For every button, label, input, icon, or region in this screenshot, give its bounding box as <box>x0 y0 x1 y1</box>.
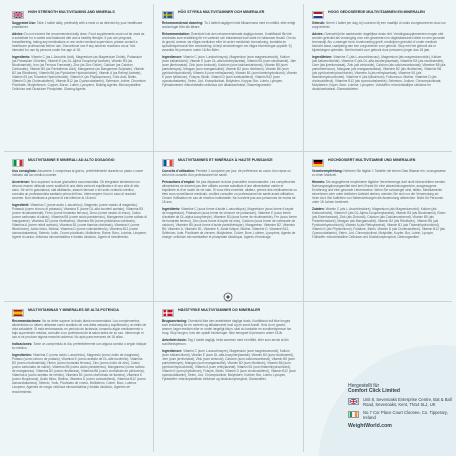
section-german <box>304 152 452 302</box>
section-header <box>312 10 446 19</box>
section-header <box>162 10 297 19</box>
section-dutch <box>304 4 452 152</box>
usage-paragraph: Rekommenderad dosering: Ta 1 tablett dagligen helst tillsammans med en måltid, eller enligt anvisningar från din läkare. <box>162 21 296 30</box>
address-uk: Unit 8, Sevenoaks Enterprise Centre, Bat & Ball Road, Sevenoaks, Kent, TN14 5LJ, UK <box>348 397 453 408</box>
section-title: HOOG GEDOSEERDE MULTIVITAMINEN EN MINERALEN <box>328 10 425 14</box>
ingredients-paragraph: Zutaten: Vitamin C (als L-Ascorbinsäure), Magnesium (als Magnesiumoxid), Kalium (als Kaliumchlorid), Vitamin E (als DL-Alpha-Tocopherylacetat), Vitamin B3 (als Nicotinamid), Eisen (als Eisenfumarat), Zink (als Zinkoxid), Calcium (als Calciumcarbonat), Vitamin B5 (als Pantothensäure), Mangan (als Mangansulfat), Vitamin B2 (als Riboflavin), Vitamin B6 (als Pyridoxinhydrochlorid), Vitamin A (als Retinylacetat), Vitamin B1 (als Thiaminhydrochlorid), Vitamin K (als Phyllochinon), Folsäure, Biotin, Vitamin D (als Cholecalciferol), Vitamin B12 (als Cyanocobalamin), Selen, Jod, Chrompicolinat, Molybdän, Kupfer, Bor, Lutein, Lycopin, Füllstoffe: mikrokristalline Cellulose und Dicalciumphosphat, Überzugsmittel. <box>312 206 446 240</box>
recycle-emblem-icon <box>222 291 234 303</box>
ingredients-paragraph: Ingrédients: Vitamine C (sous forme d'acide L-ascorbique), Magnésium (sous forme d'oxyde de magnésium), Potassium (sous forme de chlorure de potassium), Vitamine E (sous forme d'acétate de DL-alpha-tocophéryle), Vitamine B3 (sous forme de nicotinamide), Fer (sous forme de fumarate ferreux), Zinc (sous forme d'oxyde de zinc), Calcium (sous forme de carbonate de calcium), Vitamine B5 (sous forme d'acide pantothénique), Manganèse, Vitamine B2, Vitamine B6, Vitamine A, Vitamine B1, Vitamine K, Acide folique, Biotine, Vitamine D, Vitamine B12, Sélénium, Iode, Picolinate de chrome, Molybdène, Cuivre, Bore, Lutéine, Lycopène, Agents de charge: cellulose microcristalline et phosphate dicalcique, Agents d'enrobage. <box>162 206 297 240</box>
italy-flag-icon <box>12 159 24 167</box>
section-swedish <box>154 4 304 152</box>
section-header <box>312 158 446 167</box>
section-title: HIGH STRENGTH MULTIVITAMINS AND MINERALS <box>28 10 115 14</box>
address-ie: No.7 Cor Place Court Cloonee, Co. Tipperary, Ireland <box>348 410 453 421</box>
section-english <box>4 4 154 152</box>
spain-flag-icon <box>12 309 24 317</box>
ingredients-paragraph: Ingrediënten: Vitamine C (als L-ascorbinezuur), Magnesium (als magnesiumoxide), Kalium (als kaliumchloride), Vitamine E (als DL-alfa-tocoferylacetaat), Vitamine B3 (als nicotinamide), IJzer (als ijzerfumaraat), Zink (als zinkoxide), Calcium (als calciumcarbonaat), Vitamine B5 (als pantotheenzuur), Mangaan (als mangaansulfaat), Vitamine B2 (als riboflavine), Vitamine B6 (als pyridoxinehydrochloride), Vitamine A (als retinylacetaat), Vitamine B1 (als thiaminehydrochloride), Vitamine K (als fyllochinon), Foliumzuur, Biotine, Vitamine D (als cholecalciferol), Vitamine B12 (als cyanocobalamine), Selenium, Jodium, Chroompicolinaat, Molybdeen, Koper, Boor, Luteïne, Lycopeen, Vulstoffen: microkristallijne cellulose en dicalciumfosfaat, Glansmiddelen. <box>312 54 446 92</box>
ingredients-paragraph: Ingredienser: Vitamin C (som L-askorbinsyra), Magnesium (som magnesiumoxid), Kalium (som kaliumklorid), Vitamin E (som DL-alfa-tokoferylacetat), Vitamin B3 (som nikotinamid), Järn (som järnfumarat), Zink (som zinkoxid), Kalcium (som kalciumkarbonat), Vitamin B5 (som pantotensyra), Mangan (som mangansulfat), Vitamin B2 (som riboflavin), Vitamin B6 (som pyridoxinhydroklorid), Vitamin A (som retinylacetat), Vitamin B1 (som tiaminhydroklorid), Vitamin K (som fyllokinon), Folsyra, Biotin, Vitamin D (som kolekalciferol), Vitamin B12 (som cyanokobalamin), Selen, Jod, Krompikolinat, Molybden, Koppar, Bor, Lutein, Lykopen, Fyllnadsmedel: mikrokristallin cellulosa och dikalciumfosfat, Glaseringsmedel. <box>162 54 297 88</box>
advice-paragraph: Précautions d'emploi: Ne pas dépasser la dose journalière recommandée. Les compléments alimentaires ne doivent pas être utilisés comme substituts d'une alimentation variée et équilibrée et d'un mode de vie sain. Si vous êtes enceinte, allaitez, prenez des médicaments ou êtes sous surveillance médicale, veuillez consulter un professionnel de santé avant utilisation. Cesser l'utilisation en cas de réaction indésirable. Ne convient pas aux personnes de moins de 18 ans. <box>162 179 297 205</box>
advice-paragraph: Brugsanvisning: Overskrid ikke den anbefalede daglige dosis. Kosttilskud må ikke bruges som erstatning for en varieret og afbalanceret kost og en sund livsstil. Hvis du er gravid, ammer, tager medicin eller er under lægeligt tilsyn, skal du kontakte en sundhedsperson før brug. Stop brugen, hvis der opstår bivirkninger. Ikke beregnet til personer under 18 år. <box>162 319 291 336</box>
advice-paragraph: Rekommendation: Överskrid inte den rekommenderade dagliga dosen. Kosttillskott får inte användas som ersättning för en varierad och balanserad kost samt en hälsosam livsstil. Om du är gravid, ammar, tar några mediciner eller är under medicinsk övervakning, kontakta en sjukvårdspersonal före användning. Avbryt användningen om några biverkningar uppstår. Ej avsedda för personer under 18 års ålder. <box>162 31 296 53</box>
section-title: MULTIVITAMINES ET MINÉRAUX À HAUTE PUISSANCE <box>178 158 273 162</box>
manufacturer-label: Hergestellt für <box>348 383 380 389</box>
denmark-flag-icon <box>162 309 174 317</box>
usage-paragraph: Uso consigliato: Assumere 1 compressa al giorno, preferibilmente durante un pasto o come indicato dal tuo medico curante. <box>12 169 144 178</box>
section-header <box>162 158 297 167</box>
section-title: MULTIVITAMINAS Y MINERALES DE ALTA POTENCIA <box>28 308 119 312</box>
usage-paragraph: Gebruik: Neem 1 tablet per dag, bij voorkeur bij een maaltijd of zoals voorgeschreven door uw zorgverlener. <box>312 21 446 30</box>
usage-paragraph: Anbefalet dosis: Tag 1 tablet dagligt, helst sammen med et måltid, eller som anvist af din sundhedsperson. <box>162 337 289 346</box>
company-name: Comfort Click Limited <box>348 388 400 395</box>
section-title: HØJSTYRKE MULTIVITAMINER OG MINERALER <box>178 308 261 312</box>
section-danish <box>154 302 304 452</box>
advice-paragraph: Hinweis: Die angegebene empfohlene tägliche Verzehrmenge darf nicht überschritten werden. Nahrungsergänzungsmittel sind kein Ersatz für eine abwechslungsreiche, ausgewogene Ernährung und eine gesunde Lebensweise. Wenn Sie schwanger sind, stillen, Medikamente einnehmen oder unter ärztlicher Aufsicht stehen, wenden Sie sich vor der Verwendung an Ihren Arzt. Bei Auftreten von Nebenwirkungen die Anwendung abbrechen. Nicht für Personen unter 18 Jahren bestimmt. <box>312 179 446 205</box>
advice-paragraph: Advice: Do not exceed the recommended daily dose. Food supplements must not be used as a substitute for a varied and balanced diet and a healthy lifestyle. If you are pregnant, breastfeeding, taking any medications or are under medical supervision, please consult a healthcare professional before use. Discontinue use if any adverse reactions occur. Not intended for use by persons under the age of 18. <box>12 31 145 53</box>
netherlands-flag-icon <box>312 11 324 19</box>
ingredients-paragraph: Ingredienti: Vitamina C (come acido L-ascorbico), Magnesio (come ossido di magnesio), Potassio (come cloruro di potassio), Vitamina E (come DL-alfa tocoferil acetato), Vitamina B3 (come nicotinammide), Ferro (come fumarato ferroso), Zinco (come ossido di zinco), Calcio (come carbonato di calcio), Vitamina B5 (come acido pantotenico), Manganese (come solfato di manganese), Vitamina B2 (come riboflavina), Vitamina B6 (come piridossina cloridrato), Vitamina A (come retinil acetato), Vitamina B1 (come tiamina cloridrato), Vitamina K (come fillochinone), Acido folico, Biotina, Vitamina D (come colecalciferolo), Vitamina B12 (come cianocobalamina), Selenio, Iodio, Cromo picolinato, Molibdeno, Rame, Boro, Luteina, Licopene, Agenti di carica: cellulosa microcristallina e fosfato dicalcico, Agenti di rivestimento. <box>12 202 147 240</box>
ireland-flag-icon <box>348 411 359 418</box>
section-french <box>154 152 304 302</box>
section-title: HÖG STYRKA MULTIVITAMINER OCH MINERALER <box>178 10 265 14</box>
section-header <box>12 10 147 19</box>
section-header <box>12 158 147 167</box>
usage-paragraph: Suggested Use: Take 1 tablet daily, preferably with a meal or as directed by your healthcare practitioner. <box>12 21 143 30</box>
manufacturer-block <box>348 384 453 430</box>
uk-flag-icon <box>348 398 359 405</box>
section-title: MULTIVITAMINE E MINERALI AD ALTO DOSAGGIO <box>28 158 115 162</box>
france-flag-icon <box>162 159 174 167</box>
section-header <box>162 308 297 317</box>
usage-paragraph: Conseils d'utilisation: Prendre 1 comprimé par jour, de préférence au cours d'un repas ou selon les conseils d'un professionnel de santé. <box>162 169 291 178</box>
section-spanish <box>4 302 154 452</box>
website-link[interactable]: WeightWorld.com <box>348 423 392 430</box>
usage-paragraph: Indicaciones: Tome un comprimido al día, preferiblemente con alguna comida o según indique su médico. <box>12 341 147 351</box>
uk-flag-icon <box>12 11 24 19</box>
sweden-flag-icon <box>162 11 174 19</box>
ingredients-paragraph: Ingredients: Vitamin C (as L-Ascorbic Acid), Magnesium (as Magnesium Oxide), Potassium (as Potassium Chloride), Vitamin E (as DL-Alpha Tocopheryl Acetate), Vitamin B3 (as Nicotinamide), Iron (as Ferrous Fumarate), Zinc (as Zinc Oxide), Calcium (as Calcium Carbonate), Vitamin B5 (as Pantothenic Acid), Manganese (as Manganese Sulphate), Vitamin B2 (as Riboflavin), Vitamin B6 (as Pyridoxine Hydrochloride), Vitamin A (as Retinyl Acetate), Vitamin B1 (as Thiamine Hydrochloride), Vitamin K (as Phylloquinone), Folic Acid, Biotin, Vitamin D (as Cholecalciferol), Vitamin B12 (as Cyanocobalamin), Selenium, Iodine, Chromium Picolinate, Molybdenum, Copper, Boron, Lutein, Lycopene, Bulking Agents: Microcrystalline Cellulose and Dicalcium Phosphate, Glazing Agents. <box>12 54 146 92</box>
section-italian <box>4 152 154 302</box>
section-header <box>12 308 147 317</box>
section-title: HOCHDOSIERT MULTIVITAMINE UND MINERALIEN <box>328 158 416 162</box>
germany-flag-icon <box>312 159 324 167</box>
advice-paragraph: Advies: Overschrijd de aanbevolen dagelijkse dosis niet. Voedingssupplementen mogen niet worden gebruikt als vervanging voor een gevarieerd en uitgebalanceerd dieet en een gezonde levensstijl. Als u zwanger bent, borstvoeding geeft, medicijnen gebruikt of onder medisch toezicht staat, raadpleeg dan een zorgverlener voor gebruik. Stop met het gebruik als er bijwerkingen optreden. Niet bedoeld voor gebruik door personen jonger dan 18 jaar. <box>312 31 445 53</box>
advice-paragraph: Avvertenze: Non superare la dose giornaliera raccomandata. Gli integratori alimentari non devono essere utilizzati come sostituti di una dieta varia ed equilibrata e di uno stile di vita sano. Se sei in gravidanza, stai allattando, assumi farmaci o sei sotto controllo medico, consulta un professionista sanitario prima dell'uso. Interrompere l'uso in caso di reazioni avverse. Non destinato a persone di età inferiore ai 18 anni. <box>12 179 140 201</box>
ingredients-paragraph: Ingredientes: Vitamina C (como ácido L-ascórbico), Magnesio (como óxido de magnesio), Potasio (como cloruro de potasio), Vitamina E (como acetato de DL-alfa tocoferilo), Vitamina B3 (como nicotinamida), Hierro (como fumarato ferroso), Zinc (como óxido de zinc), Calcio (como carbonato de calcio), Vitamina B5 (como ácido pantoténico), Manganeso (como sulfato de manganeso), Vitamina B2 (como riboflavina), Vitamina B6 (como clorhidrato de piridoxina), Vitamina A (como acetato de retinilo), Vitamina B1 (como clorhidrato de tiamina), Vitamina K (como filoquinona), Ácido fólico, Biotina, Vitamina D (como colecalciferol), Vitamina B12 (como cianocobalamina), Selenio, Yodo, Picolinato de cromo, Molibdeno, Cobre, Boro, Luteína, Licopeno, Agentes de carga: celulosa microcristalina y fosfato dicálcico, Agentes de recubrimiento. <box>12 352 146 394</box>
usage-paragraph: Verzehrempfehlung: Nehmen Sie täglich 1 Tablette mit einem Glas Wasser ein, vorzugsweise zu einer Mahlzeit. <box>312 169 446 178</box>
advice-paragraph: Recomendaciones: No se debe superar la dosis diaria recomendada. Los complementos alimenticios no deben utilizarse como sustituto de una dieta variada y equilibrada y un estilo de vida saludable. Si está embarazada, en período de lactancia, tomando algún medicamento o bajo supervisión médica, consulte a un profesional de la salud antes de su uso. Interrumpir el uso si se produce alguna reacción adversa. No apto para menores de 18 años. <box>12 319 147 340</box>
ingredients-paragraph: Ingredienser: Vitamin C (som L-ascorbinsyre), Magnesium (som magnesiumoxid), Kalium (som kaliumchlorid), Vitamin E (som DL-alfa-tocopherylacetat), Vitamin B3 (som nicotinamid), Jern (som jernfumarat), Zink (som zinkoxid), Calcium (som calciumcarbonat), Vitamin B5 (som pantothensyre), Mangan (som mangansulfat), Vitamin B2 (som riboflavin), Vitamin B6 (som pyridoxinhydrochlorid), Vitamin A (som retinylacetat), Vitamin B1 (som thiaminhydrochlorid), Vitamin K (som phyllokinon), Folsyre, Biotin, Vitamin D (som cholecalciferol), Vitamin B12 (som cyanocobalamin), Selen, Jod, Chrompicolinat, Molybdæn, Kobber, Bor, Lutein, Lycopen, Fyldstoffer: mikrokrystallinsk cellulose og dicalciumphosphat, Glansmidler. <box>162 348 296 382</box>
